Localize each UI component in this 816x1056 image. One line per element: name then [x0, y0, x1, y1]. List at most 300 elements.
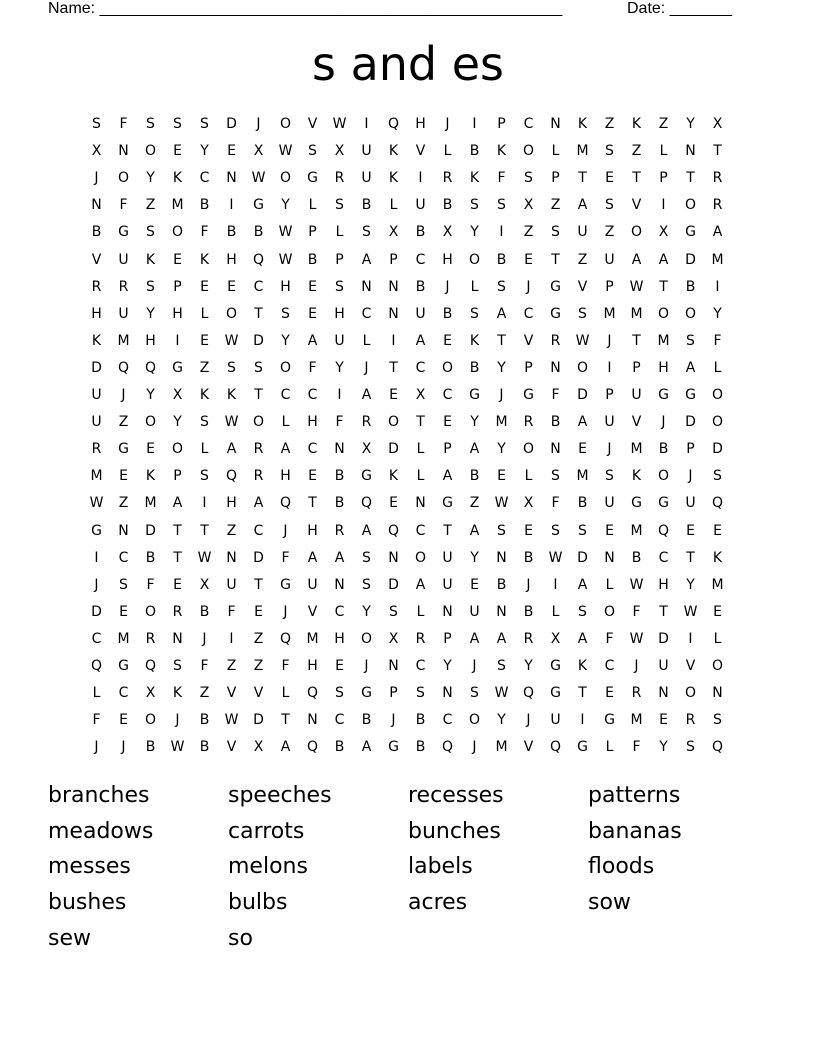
grid-letter: N: [388, 658, 399, 674]
grid-letter: H: [658, 359, 669, 376]
grid-letter: A: [226, 441, 237, 458]
grid-row: [83, 165, 731, 192]
grid-letter: K: [577, 116, 588, 132]
grid-letter: P: [551, 170, 560, 187]
grid-letter: B: [415, 224, 426, 241]
grid-letter: E: [335, 658, 344, 674]
grid-letter: I: [175, 332, 180, 349]
grid-letter: A: [361, 387, 372, 403]
grid-letter: D: [685, 414, 696, 431]
grid-letter: L: [281, 414, 290, 431]
grid-letter: C: [199, 170, 210, 187]
grid-letter: O: [387, 414, 400, 431]
grid-letter: J: [202, 630, 207, 647]
grid-letter: D: [685, 251, 696, 268]
grid-row: [83, 409, 731, 436]
grid-letter: S: [200, 468, 209, 485]
grid-letter: X: [361, 441, 372, 458]
grid-letter: O: [225, 305, 238, 322]
word-list-item: bulbs: [228, 890, 288, 916]
grid-letter: U: [226, 576, 237, 593]
grid-letter: L: [308, 197, 317, 214]
grid-letter: B: [496, 576, 507, 593]
grid-letter: O: [144, 603, 157, 620]
grid-letter: A: [577, 576, 588, 593]
grid-letter: Q: [360, 495, 373, 512]
grid-letter: H: [658, 576, 669, 593]
grid-letter: B: [334, 739, 345, 756]
grid-letter: C: [118, 685, 129, 702]
grid-letter: Y: [470, 414, 479, 431]
grid-letter: D: [577, 387, 588, 403]
grid-letter: X: [388, 224, 399, 241]
grid-letter: G: [550, 685, 561, 702]
grid-letter: N: [388, 305, 399, 322]
word-list-item: meadows: [48, 818, 154, 844]
grid-letter: A: [658, 251, 669, 268]
grid-letter: B: [145, 739, 156, 756]
grid-letter: J: [472, 739, 477, 756]
grid-letter: M: [117, 332, 130, 349]
grid-row: [83, 274, 731, 301]
grid-letter: D: [253, 332, 264, 349]
grid-letter: O: [468, 712, 481, 729]
grid-row: [83, 707, 731, 734]
grid-letter: E: [227, 143, 236, 160]
grid-letter: W: [629, 576, 644, 593]
grid-letter: G: [253, 197, 264, 214]
grid-letter: L: [335, 224, 344, 241]
grid-letter: A: [334, 549, 345, 566]
grid-letter: O: [684, 685, 697, 702]
grid-letter: P: [686, 441, 695, 458]
grid-letter: X: [550, 630, 561, 647]
grid-letter: E: [308, 305, 317, 322]
grid-letter: E: [389, 387, 398, 403]
grid-letter: H: [226, 251, 237, 268]
grid-letter: W: [278, 251, 293, 268]
word-list-item: so: [228, 925, 253, 951]
grid-letter: V: [415, 143, 426, 160]
grid-letter: S: [227, 359, 236, 376]
grid-row: [83, 192, 731, 219]
grid-letter: H: [280, 278, 291, 295]
word-list-item: bushes: [48, 890, 127, 916]
grid-letter: W: [548, 549, 563, 566]
grid-letter: C: [415, 658, 426, 674]
grid-letter: C: [415, 522, 426, 539]
grid-letter: T: [254, 387, 263, 403]
name-field-label: Name: ____________________________________________________: [48, 0, 563, 17]
grid-letter: C: [280, 387, 291, 403]
grid-letter: L: [200, 305, 209, 322]
grid-letter: E: [470, 576, 479, 593]
grid-row: [83, 301, 731, 328]
grid-letter: A: [361, 739, 372, 756]
grid-letter: M: [657, 332, 670, 349]
grid-letter: Y: [470, 224, 479, 241]
grid-letter: A: [172, 495, 183, 512]
grid-letter: A: [496, 630, 507, 647]
grid-letter: B: [469, 143, 480, 160]
grid-letter: N: [496, 603, 507, 620]
grid-letter: M: [711, 251, 724, 268]
grid-row: [83, 463, 731, 490]
grid-letter: W: [170, 739, 185, 756]
grid-letter: Y: [443, 658, 452, 674]
grid-letter: S: [335, 278, 344, 295]
grid-letter: A: [712, 224, 723, 241]
grid-letter: H: [145, 332, 156, 349]
grid-letter: W: [332, 116, 347, 132]
grid-letter: V: [253, 685, 264, 702]
grid-row: [83, 328, 731, 355]
grid-letter: T: [578, 170, 587, 187]
grid-letter: T: [281, 712, 290, 729]
grid-letter: N: [685, 143, 696, 160]
grid-letter: S: [524, 170, 533, 187]
grid-letter: J: [445, 116, 450, 132]
grid-letter: F: [119, 197, 128, 214]
grid-letter: H: [307, 522, 318, 539]
grid-letter: E: [389, 495, 398, 512]
grid-letter: Q: [306, 739, 319, 756]
grid-letter: P: [173, 468, 182, 485]
grid-letter: C: [442, 712, 453, 729]
grid-letter: A: [307, 549, 318, 566]
grid-letter: J: [661, 414, 666, 431]
grid-letter: S: [146, 116, 155, 132]
grid-letter: O: [603, 603, 616, 620]
grid-letter: U: [631, 387, 642, 403]
grid-letter: M: [576, 143, 589, 160]
grid-letter: Q: [252, 251, 265, 268]
grid-letter: E: [524, 522, 533, 539]
grid-letter: Y: [497, 441, 506, 458]
grid-letter: E: [605, 522, 614, 539]
grid-letter: S: [605, 468, 614, 485]
grid-letter: A: [442, 468, 453, 485]
grid-letter: J: [688, 468, 693, 485]
grid-letter: A: [253, 495, 264, 512]
grid-letter: S: [551, 224, 560, 241]
grid-letter: F: [281, 658, 290, 674]
grid-letter: G: [361, 468, 372, 485]
grid-letter: I: [229, 630, 234, 647]
grid-letter: V: [631, 414, 642, 431]
grid-letter: C: [253, 522, 264, 539]
grid-letter: W: [224, 332, 239, 349]
grid-letter: B: [361, 197, 372, 214]
grid-letter: S: [470, 305, 479, 322]
grid-letter: D: [658, 630, 669, 647]
grid-letter: T: [200, 522, 209, 539]
grid-letter: X: [658, 224, 669, 241]
grid-letter: P: [173, 278, 182, 295]
grid-letter: Q: [711, 739, 724, 756]
grid-letter: O: [171, 224, 184, 241]
grid-letter: G: [523, 387, 534, 403]
grid-letter: E: [578, 441, 587, 458]
grid-letter: L: [389, 197, 398, 214]
grid-letter: Q: [441, 739, 454, 756]
grid-letter: L: [659, 143, 668, 160]
grid-letter: S: [497, 197, 506, 214]
grid-letter: Z: [226, 658, 237, 674]
grid-letter: G: [658, 495, 669, 512]
grid-letter: E: [443, 332, 452, 349]
word-list-item: recesses: [408, 783, 504, 808]
grid-letter: U: [307, 576, 318, 593]
grid-letter: F: [200, 224, 209, 241]
grid-letter: S: [713, 712, 722, 729]
grid-letter: F: [308, 359, 317, 376]
grid-letter: L: [713, 359, 722, 376]
grid-letter: F: [281, 549, 290, 566]
grid-letter: L: [362, 332, 371, 349]
grid-letter: G: [388, 739, 399, 756]
grid-row: [83, 436, 731, 463]
grid-letter: C: [253, 278, 264, 295]
grid-letter: P: [524, 359, 533, 376]
grid-letter: O: [279, 116, 292, 132]
grid-letter: R: [91, 278, 102, 295]
grid-letter: J: [364, 359, 369, 376]
grid-row: [83, 138, 731, 165]
grid-letter: C: [523, 305, 534, 322]
grid-letter: M: [630, 522, 643, 539]
grid-letter: H: [172, 305, 183, 322]
grid-letter: S: [551, 522, 560, 539]
grid-letter: F: [335, 414, 344, 431]
grid-letter: Q: [387, 522, 400, 539]
grid-letter: E: [605, 685, 614, 702]
grid-letter: E: [200, 332, 209, 349]
grid-letter: Y: [281, 197, 290, 214]
grid-letter: K: [172, 170, 183, 187]
grid-letter: D: [388, 441, 399, 458]
grid-letter: Z: [145, 197, 156, 214]
grid-letter: B: [550, 414, 561, 431]
grid-letter: Y: [659, 739, 668, 756]
grid-letter: Z: [253, 658, 264, 674]
grid-letter: J: [175, 712, 180, 729]
word-list-item: messes: [48, 854, 131, 880]
grid-letter: T: [632, 332, 641, 349]
grid-letter: Z: [550, 197, 561, 214]
grid-letter: Y: [146, 305, 155, 322]
grid-letter: V: [226, 739, 237, 756]
grid-letter: K: [388, 143, 399, 160]
grid-letter: U: [604, 251, 615, 268]
grid-letter: A: [577, 197, 588, 214]
grid-letter: E: [200, 278, 209, 295]
grid-letter: Q: [711, 495, 724, 512]
grid-letter: E: [713, 603, 722, 620]
grid-letter: N: [496, 549, 507, 566]
grid-letter: M: [630, 441, 643, 458]
grid-letter: B: [199, 197, 210, 214]
grid-letter: O: [252, 414, 265, 431]
word-list-item: bunches: [408, 818, 501, 844]
grid-letter: U: [118, 251, 129, 268]
grid-letter: K: [145, 468, 156, 485]
grid-letter: R: [334, 170, 345, 187]
grid-letter: Z: [226, 522, 237, 539]
grid-letter: X: [172, 387, 183, 403]
grid-letter: M: [117, 630, 130, 647]
grid-letter: J: [526, 576, 531, 593]
grid-letter: J: [526, 278, 531, 295]
grid-letter: G: [550, 278, 561, 295]
grid-letter: E: [119, 712, 128, 729]
grid-letter: M: [495, 739, 508, 756]
grid-letter: L: [605, 739, 614, 756]
grid-letter: B: [442, 197, 453, 214]
grid-letter: O: [576, 359, 589, 376]
grid-letter: C: [442, 387, 453, 403]
grid-letter: R: [523, 630, 534, 647]
grid-letter: N: [91, 197, 102, 214]
grid-letter: R: [712, 197, 723, 214]
grid-letter: R: [118, 278, 129, 295]
grid-letter: S: [119, 576, 128, 593]
grid-letter: N: [604, 549, 615, 566]
grid-letter: I: [553, 576, 558, 593]
grid-letter: W: [683, 603, 698, 620]
grid-letter: P: [389, 685, 398, 702]
grid-letter: J: [607, 332, 612, 349]
grid-letter: H: [280, 468, 291, 485]
grid-letter: Z: [118, 414, 129, 431]
grid-letter: T: [659, 603, 668, 620]
grid-letter: J: [391, 712, 396, 729]
grid-letter: L: [524, 468, 533, 485]
grid-letter: I: [472, 116, 477, 132]
grid-letter: F: [632, 603, 641, 620]
grid-letter: W: [575, 332, 590, 349]
grid-letter: Z: [577, 251, 588, 268]
grid-letter: T: [497, 332, 506, 349]
grid-letter: O: [144, 143, 157, 160]
grid-letter: L: [551, 603, 560, 620]
grid-letter: E: [146, 441, 155, 458]
grid-letter: R: [442, 170, 453, 187]
grid-letter: J: [634, 658, 639, 674]
grid-letter: C: [334, 712, 345, 729]
grid-letter: Z: [199, 359, 210, 376]
grid-letter: T: [173, 549, 182, 566]
grid-letter: K: [577, 658, 588, 674]
grid-letter: T: [443, 522, 452, 539]
grid-letter: R: [334, 522, 345, 539]
grid-letter: S: [362, 224, 371, 241]
grid-row: [83, 734, 731, 761]
grid-letter: N: [550, 441, 561, 458]
grid-letter: Q: [117, 359, 130, 376]
grid-letter: I: [418, 170, 423, 187]
grid-letter: S: [335, 685, 344, 702]
grid-letter: W: [494, 685, 509, 702]
grid-letter: B: [307, 251, 318, 268]
grid-letter: X: [253, 739, 264, 756]
grid-letter: Q: [522, 685, 535, 702]
grid-letter: W: [89, 495, 104, 512]
grid-letter: B: [631, 549, 642, 566]
grid-letter: X: [388, 630, 399, 647]
grid-letter: R: [523, 414, 534, 431]
grid-letter: P: [605, 387, 614, 403]
grid-letter: K: [469, 332, 480, 349]
grid-letter: C: [361, 305, 372, 322]
grid-row: [83, 490, 731, 517]
grid-letter: S: [470, 197, 479, 214]
grid-letter: R: [253, 441, 264, 458]
grid-letter: G: [658, 387, 669, 403]
grid-letter: A: [469, 630, 480, 647]
grid-letter: S: [578, 305, 587, 322]
grid-letter: B: [685, 278, 696, 295]
grid-letter: I: [688, 630, 693, 647]
grid-letter: E: [173, 576, 182, 593]
grid-letter: U: [469, 603, 480, 620]
grid-letter: S: [578, 603, 587, 620]
grid-letter: N: [307, 712, 318, 729]
grid-letter: B: [523, 549, 534, 566]
grid-letter: Q: [279, 495, 292, 512]
grid-letter: O: [522, 143, 535, 160]
grid-letter: U: [91, 414, 102, 431]
grid-letter: M: [630, 305, 643, 322]
grid-letter: Y: [497, 712, 506, 729]
grid-letter: M: [144, 495, 157, 512]
grid-letter: V: [523, 332, 534, 349]
grid-letter: U: [91, 387, 102, 403]
grid-letter: S: [551, 468, 560, 485]
grid-letter: U: [361, 170, 372, 187]
grid-letter: P: [497, 116, 506, 132]
grid-row: [83, 545, 731, 572]
grid-letter: F: [200, 658, 209, 674]
grid-row: [83, 572, 731, 599]
grid-letter: V: [91, 251, 102, 268]
grid-letter: E: [524, 251, 533, 268]
grid-letter: B: [469, 468, 480, 485]
grid-letter: S: [146, 278, 155, 295]
grid-letter: G: [685, 224, 696, 241]
grid-letter: M: [495, 414, 508, 431]
grid-letter: O: [684, 305, 697, 322]
grid-letter: F: [146, 576, 155, 593]
grid-letter: L: [416, 468, 425, 485]
grid-letter: M: [306, 630, 319, 647]
grid-letter: O: [711, 658, 724, 674]
grid-letter: H: [307, 658, 318, 674]
grid-letter: S: [92, 116, 101, 132]
grid-letter: X: [199, 576, 210, 593]
grid-letter: O: [144, 414, 157, 431]
grid-row: [83, 355, 731, 382]
grid-letter: H: [415, 116, 426, 132]
grid-letter: R: [253, 468, 264, 485]
grid-letter: U: [361, 143, 372, 160]
grid-letter: F: [605, 630, 614, 647]
grid-letter: C: [415, 359, 426, 376]
grid-letter: Z: [604, 224, 615, 241]
grid-letter: K: [388, 468, 399, 485]
grid-letter: T: [578, 685, 587, 702]
grid-letter: N: [442, 603, 453, 620]
